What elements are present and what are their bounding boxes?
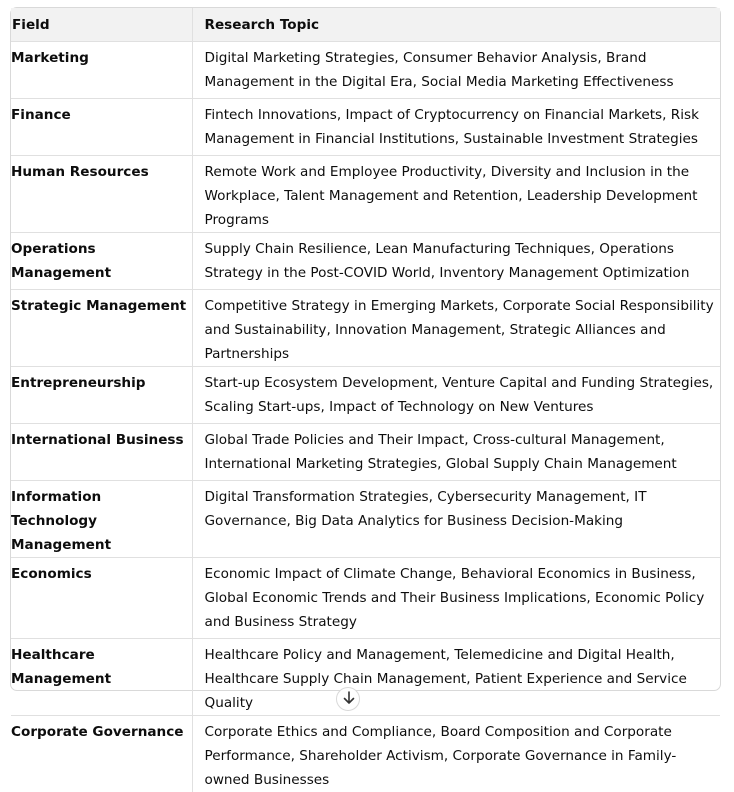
table-row	[11, 638, 720, 715]
topic-cell: Fintech Innovations, Impact of Cryptocurrency on Financial Markets, Risk Management in Financial Institutions, Sustainable Investment Strategies	[192, 98, 720, 155]
topic-cell: Digital Transformation Strategies, Cybersecurity Management, IT Governance, Big Data Analytics for Business Decision-Making	[192, 480, 720, 557]
topic-cell: Supply Chain Resilience, Lean Manufacturing Techniques, Operations Strategy in the Post-COVID World, Inventory Management Optimization	[192, 232, 720, 289]
field-cell: Entrepreneurship	[11, 366, 192, 423]
table-row	[11, 557, 720, 638]
field-cell: Strategic Management	[11, 289, 192, 366]
table-header-row	[11, 8, 720, 41]
topic-cell: Digital Marketing Strategies, Consumer Behavior Analysis, Brand Management in the Digital Era, Social Media Marketing Effectiveness	[192, 41, 720, 98]
topic-cell: Global Trade Policies and Their Impact, Cross-cultural Management, International Marketing Strategies, Global Supply Chain Management	[192, 423, 720, 480]
arrow-down-icon	[342, 691, 356, 705]
table-row	[11, 423, 720, 480]
topic-cell: Start-up Ecosystem Development, Venture Capital and Funding Strategies, Scaling Start-ups, Impact of Technology on New Ventures	[192, 366, 720, 423]
scroll-down-button[interactable]	[336, 687, 360, 711]
table-row	[11, 41, 720, 98]
field-cell: Operations Management	[11, 232, 192, 289]
topic-cell: Healthcare Policy and Management, Telemedicine and Digital Health, Healthcare Supply Chain Management, Patient Experience and Service Quality	[192, 638, 720, 715]
header-field: Field	[11, 8, 192, 41]
topic-cell: Competitive Strategy in Emerging Markets, Corporate Social Responsibility and Sustainability, Innovation Management, Strategic Alliances and Partnerships	[192, 289, 720, 366]
table-row	[11, 289, 720, 366]
topic-cell: Corporate Ethics and Compliance, Board Composition and Corporate Performance, Shareholder Activism, Corporate Governance in Family-owned Businesses	[192, 715, 720, 792]
field-cell: Information Technology Management	[11, 480, 192, 557]
table-row	[11, 232, 720, 289]
field-cell: Healthcare Management	[11, 638, 192, 715]
header-research-topic: Research Topic	[192, 8, 720, 41]
research-topics-table	[10, 7, 721, 788]
table-row	[11, 98, 720, 155]
field-cell: Finance	[11, 98, 192, 155]
table-row	[11, 480, 720, 557]
field-cell: Corporate Governance	[11, 723, 184, 740]
field-cell: International Business	[11, 423, 192, 480]
table	[11, 8, 720, 792]
table-row	[11, 715, 720, 792]
field-cell: Human Resources	[11, 155, 192, 232]
topic-cell: Economic Impact of Climate Change, Behavioral Economics in Business, Global Economic Trends and Their Business Implications, Economic Policy and Business Strategy	[192, 557, 720, 638]
table-row	[11, 155, 720, 232]
field-cell: Economics	[11, 557, 192, 638]
topic-cell: Remote Work and Employee Productivity, Diversity and Inclusion in the Workplace, Talent Management and Retention, Leadership Development Programs	[192, 155, 720, 232]
field-cell: Marketing	[11, 41, 192, 98]
table-row	[11, 366, 720, 423]
